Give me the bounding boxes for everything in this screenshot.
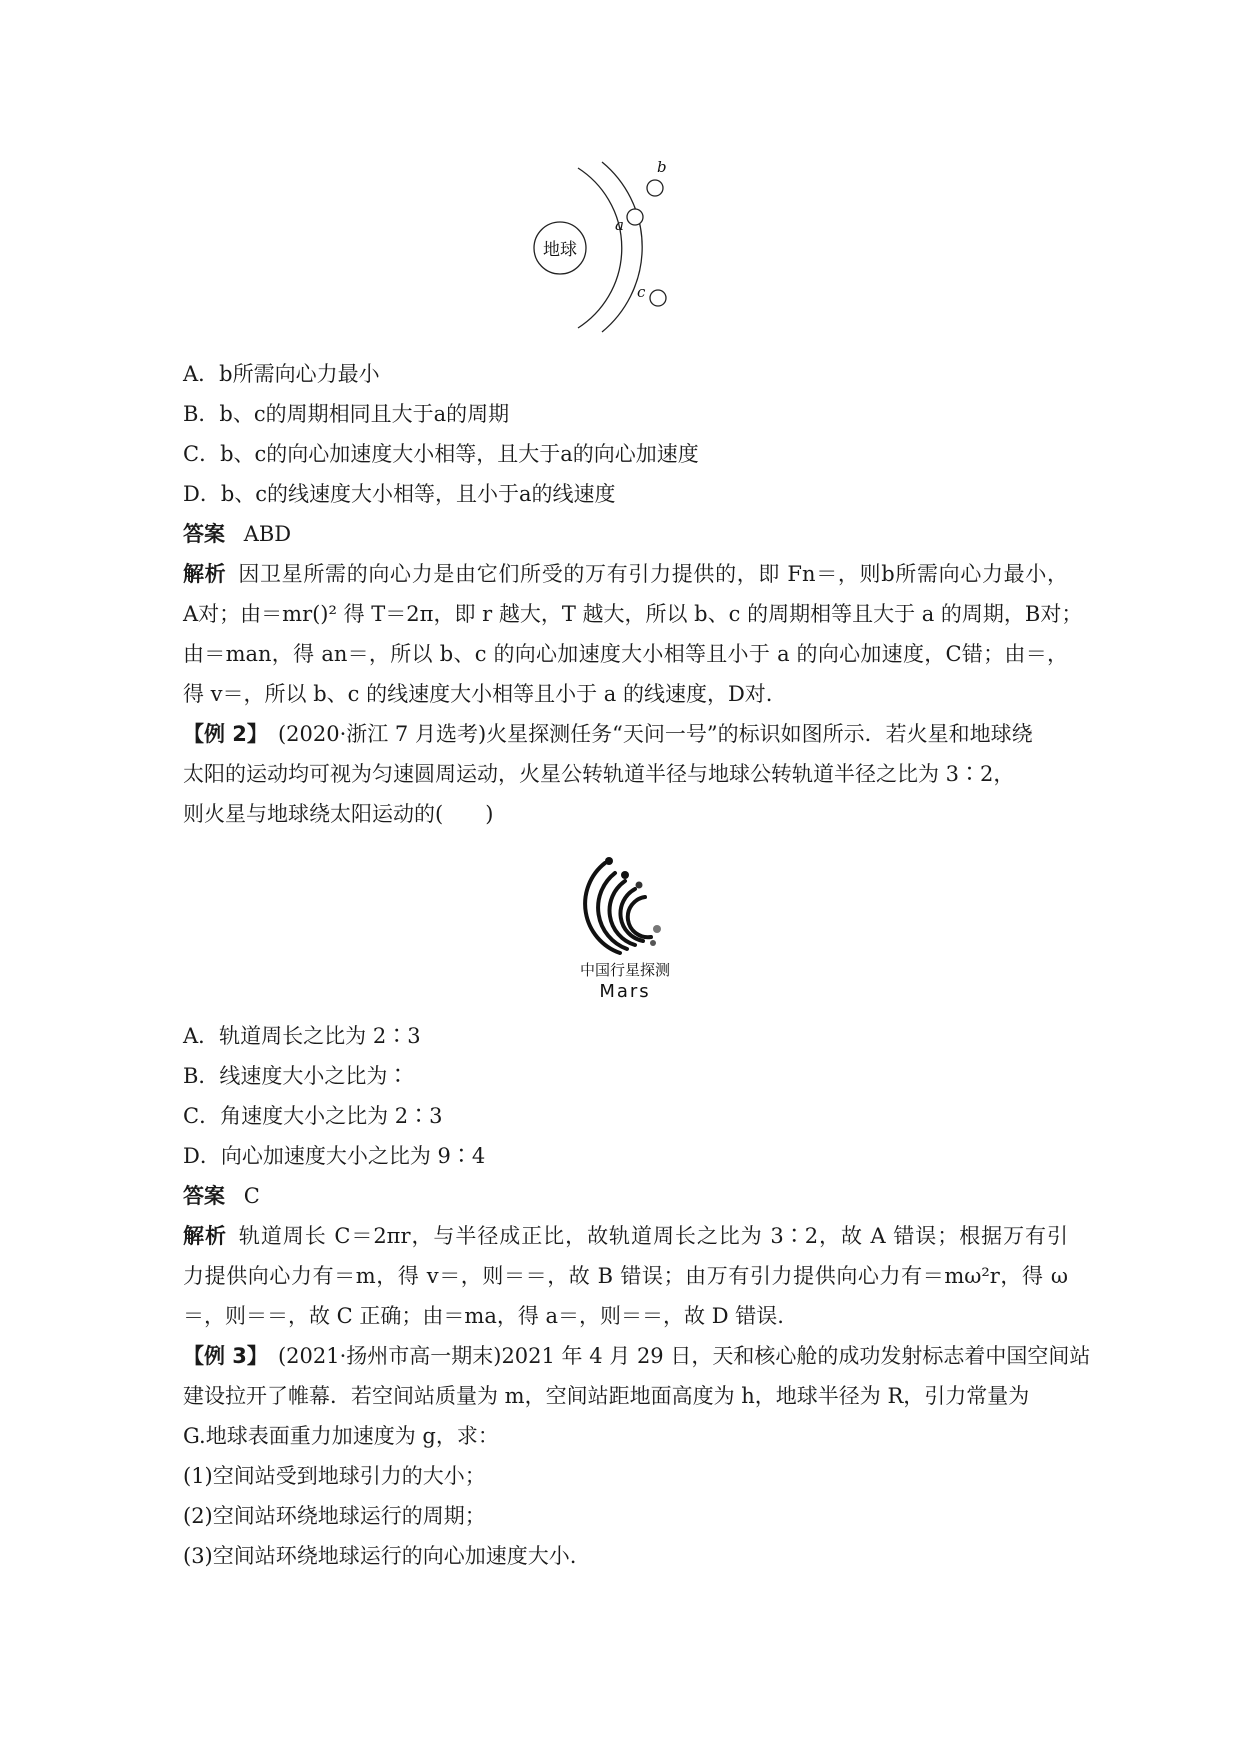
option-d: D．b、c的线速度大小相等，且小于a的线速度 <box>183 482 616 506</box>
example2-stem <box>183 714 1068 834</box>
answer-value: C <box>243 1184 260 1208</box>
example-tag: 【例 3】 <box>183 1344 268 1368</box>
logo-text-mars: Mars <box>599 981 651 1002</box>
option-b: B．b、c的周期相同且大于a的周期 <box>183 402 510 426</box>
answer-label: 答案 <box>183 522 225 546</box>
stem-line: 太阳的运动均可视为匀速圆周运动，火星公转轨道半径与地球公转轨道半径之比为 3∶2， <box>183 762 1015 786</box>
satellite-a <box>627 209 643 225</box>
example-tag: 【例 2】 <box>183 722 268 746</box>
logo-text-chinese: 中国行星探测 <box>579 961 671 979</box>
planet-dot <box>605 857 613 865</box>
stem-line: 【例 3】 (2021·扬州市高一期末)2021 年 4 月 29 日，天和核心舱的成功发射标志着中国空间站 <box>183 1344 1091 1368</box>
example2-options <box>183 1016 1068 1176</box>
planet-dot <box>650 940 656 946</box>
analysis-line: 解析 轨道周长 C＝2πr，与半径成正比，故轨道周长之比为 3∶2，故 A 错误；根据万有引 <box>183 1224 1068 1248</box>
example1-analysis <box>183 554 1083 714</box>
stem-line: 则火星与地球绕太阳运动的( ) <box>183 802 494 826</box>
satellite-b <box>647 180 663 196</box>
stem-line: 建设拉开了帷幕．若空间站质量为 m，空间站距地面高度为 h，地球半径为 R，引力常量为 <box>183 1384 1030 1408</box>
question-2: (2)空间站环绕地球运行的周期； <box>183 1504 486 1528</box>
answer-label: 答案 <box>183 1184 225 1208</box>
planet-dot <box>636 882 643 889</box>
option-d: D．向心加速度大小之比为 9∶4 <box>183 1144 486 1168</box>
question-3: (3)空间站环绕地球运行的向心加速度大小. <box>183 1544 577 1568</box>
label-a: a <box>615 216 624 234</box>
example3-stem <box>183 1336 1091 1576</box>
example1-answer <box>183 514 1068 554</box>
inner-orbit <box>578 168 622 328</box>
option-c: C．b、c的向心加速度大小相等，且大于a的向心加速度 <box>183 442 699 466</box>
mars-logo <box>565 845 685 1015</box>
analysis-line: 解析 因卫星所需的向心力是由它们所受的万有引力提供的，即 Fn＝，则b所需向心力最小， <box>183 562 1068 586</box>
example1-options <box>183 354 1068 514</box>
analysis-label: 解析 <box>183 562 227 586</box>
analysis-line: A对；由＝mr()² 得 T＝2π，即 r 越大，T 越大，所以 b、c 的周期相等且大于 a 的周期，B对； <box>183 602 1083 626</box>
answer-value: ABD <box>243 522 292 546</box>
analysis-label: 解析 <box>183 1224 227 1248</box>
label-b: b <box>657 160 667 176</box>
example2-analysis <box>183 1216 1068 1336</box>
analysis-line: 力提供向心力有＝m，得 v＝，则＝＝，故 B 错误；由万有引力提供向心力有＝mω²r，得 ω <box>183 1264 1068 1288</box>
label-c: c <box>637 283 646 301</box>
analysis-line: 由＝man，得 an＝，所以 b、c 的向心加速度大小相等且小于 a 的向心加速度，C错；由＝， <box>183 642 1068 666</box>
example2-answer <box>183 1176 1068 1216</box>
stem-line: G.地球表面重力加速度为 g，求： <box>183 1424 499 1448</box>
stem-line: 【例 2】 (2020·浙江 7 月选考)火星探测任务“天问一号”的标识如图所示．若火星和地球绕 <box>183 722 1033 746</box>
option-a: A．b所需向心力最小 <box>183 362 380 386</box>
planet-dot <box>621 871 629 879</box>
earth-label: 地球 <box>543 240 577 260</box>
satellite-c <box>650 290 666 306</box>
analysis-line: 得 v＝，所以 b、c 的线速度大小相等且小于 a 的线速度，D对. <box>183 682 773 706</box>
analysis-line: ＝，则＝＝，故 C 正确；由＝ma，得 a＝，则＝＝，故 D 错误. <box>183 1304 784 1328</box>
option-a: A．轨道周长之比为 2∶3 <box>183 1024 421 1048</box>
option-b: B．线速度大小之比为∶ <box>183 1064 409 1088</box>
question-1: (1)空间站受到地球引力的大小； <box>183 1464 486 1488</box>
orbit-figure <box>525 160 705 335</box>
planet-dot <box>653 925 661 933</box>
option-c: C．角速度大小之比为 2∶3 <box>183 1104 443 1128</box>
